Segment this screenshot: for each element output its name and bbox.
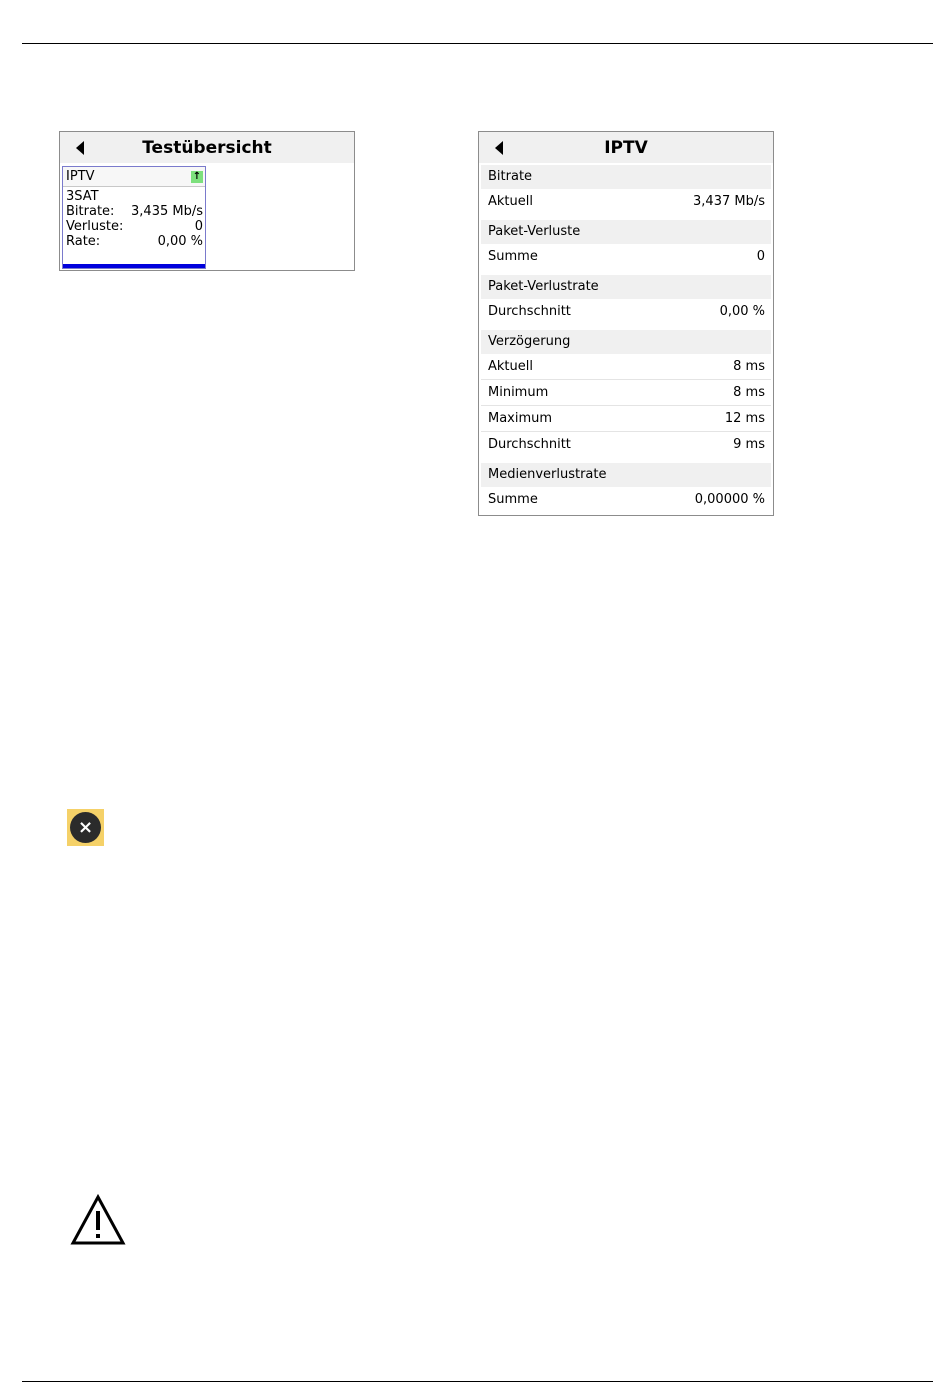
row-value: 9 ms (733, 437, 765, 452)
row-label: Bitrate: (66, 204, 115, 219)
tile-selection-bar (63, 264, 205, 268)
tile-name: IPTV (66, 169, 95, 184)
row-value: 8 ms (733, 359, 765, 374)
row-label: Durchschnitt (488, 304, 571, 319)
section-header-packet-losses: Paket-Verluste (481, 220, 771, 244)
close-icon-glyph: × (70, 812, 101, 843)
tile-row-rate (66, 234, 203, 249)
row-value: 0 (756, 249, 765, 264)
row-label: Minimum (488, 385, 549, 400)
iptv-detail-screen (478, 131, 774, 516)
row-label: Durchschnitt (488, 437, 571, 452)
list-item (481, 189, 771, 214)
section-header-delay: Verzögerung (481, 330, 771, 354)
results-list[interactable] (481, 165, 771, 512)
row-value: 8 ms (733, 385, 765, 400)
title-bar (479, 132, 773, 163)
row-value: 0,00000 % (694, 492, 765, 507)
section-header-media-loss-rate: Medienverlustrate (481, 463, 771, 487)
section-header-bitrate: Bitrate (481, 165, 771, 189)
tile-body (63, 187, 205, 249)
up-arrow-icon: ↑ (192, 170, 202, 182)
page-top-rule (22, 43, 933, 44)
row-label: Aktuell (488, 194, 533, 209)
row-value: 0,00 % (157, 234, 203, 249)
tile-header (63, 167, 205, 187)
tile-row-bitrate (66, 204, 203, 219)
test-overview-screen (59, 131, 355, 271)
row-label: Verluste: (66, 219, 124, 234)
row-value: 12 ms (724, 411, 765, 426)
back-arrow-icon[interactable] (76, 141, 84, 155)
section-header-packet-loss-rate: Paket-Verlustrate (481, 275, 771, 299)
row-label: Rate: (66, 234, 101, 249)
row-value: 0 (194, 219, 203, 234)
row-label: Summe (488, 492, 538, 507)
list-item (481, 299, 771, 324)
list-item (481, 380, 771, 406)
tile-row-losses (66, 219, 203, 234)
iptv-test-tile[interactable] (62, 166, 206, 269)
list-item (481, 244, 771, 269)
row-value: 0,00 % (719, 304, 765, 319)
close-icon (67, 809, 104, 846)
warning-icon (70, 1194, 126, 1246)
row-value: 3,437 Mb/s (693, 194, 765, 209)
screen-title: Testübersicht (142, 137, 272, 158)
row-value: 3,435 Mb/s (131, 204, 203, 219)
list-item (481, 487, 771, 512)
list-item (481, 406, 771, 432)
row-label: Maximum (488, 411, 553, 426)
row-label: Aktuell (488, 359, 533, 374)
list-item (481, 354, 771, 380)
page-bottom-rule (22, 1381, 933, 1382)
channel-name: 3SAT (66, 189, 99, 204)
back-arrow-icon[interactable] (495, 141, 503, 155)
row-label: Summe (488, 249, 538, 264)
list-item (481, 432, 771, 457)
title-bar (60, 132, 354, 163)
screen-title: IPTV (604, 137, 648, 158)
